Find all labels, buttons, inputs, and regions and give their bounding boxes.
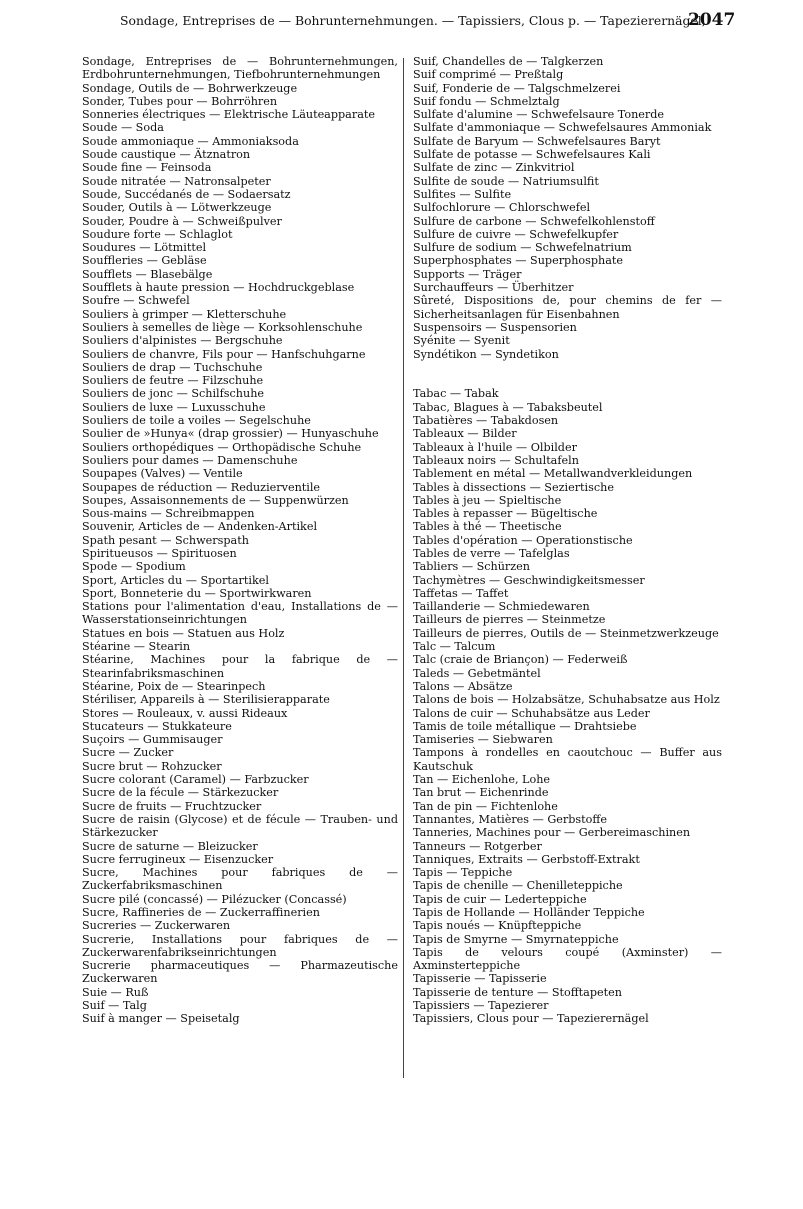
- index-entry: Sucre de saturne — Bleizucker: [82, 839, 258, 853]
- index-entry: Tailleurs de pierres, Outils de — Steinmetzwerkzeuge: [413, 626, 719, 640]
- index-entry: Spiritueusos — Spirituosen: [82, 546, 237, 560]
- index-entry: Sucre de fruits — Fruchtzucker: [82, 799, 262, 813]
- index-entry: Soufflets — Blasebälge: [82, 267, 213, 281]
- index-entry: Syénite — Syenit: [413, 334, 510, 348]
- index-entry: Tableaux — Bilder: [413, 427, 517, 441]
- index-entry: Sulfochlorure — Chlorschwefel: [413, 201, 591, 215]
- index-entry: Tapissiers, Clous pour — Tapezierernägel: [413, 1012, 649, 1026]
- index-entry: Sucre, Raffineries de — Zuckerraffinerien: [82, 906, 320, 919]
- index-entry: Tapis de chenille — Chenilleteppiche: [413, 879, 623, 893]
- section-gap: [408, 374, 722, 387]
- index-entry: Suçoirs — Gummisauger: [82, 733, 223, 747]
- section-gap: [408, 361, 722, 374]
- index-entry: Soude, Succédanés de — Sodaersatz: [82, 187, 291, 201]
- index-entry: Sulfate de zinc — Zinkvitriol: [413, 161, 575, 175]
- index-entry: Taffetas — Taffet: [413, 586, 509, 600]
- running-title: Sondage, Entreprises de — Bohrunternehmungen. — Tapissiers, Clous p. — Tapezierernägel,: [120, 13, 706, 28]
- index-entry: Tanneurs — Rotgerber: [413, 839, 542, 853]
- index-entry: Stucateurs — Stukkateure: [82, 719, 232, 733]
- index-entry: Soudures — Lötmittel: [82, 241, 207, 255]
- index-entry: Sucre colorant (Caramel) — Farbzucker: [82, 773, 309, 787]
- index-entry: Tapissiers — Tapezierer: [413, 999, 549, 1013]
- index-entry: Souliers pour dames — Damenschuhe: [82, 453, 298, 467]
- index-entry: Taillanderie — Schmiedewaren: [413, 600, 590, 614]
- column-divider: [403, 58, 404, 1078]
- index-entry: Statues en bois — Statuen aus Holz: [82, 626, 285, 640]
- index-entry: Sulfate d'alumine — Schwefelsaure Tonerde: [413, 108, 665, 122]
- index-entry: Suif à manger — Speisetalg: [82, 1012, 240, 1026]
- index-entry: Stéarine — Stearin: [82, 640, 191, 654]
- index-entry: Souvenir, Articles de — Andenken-Artikel: [82, 520, 318, 534]
- left-column: [82, 55, 398, 1026]
- index-entry: Sucrerie, Installations pour fabriques de — Zuckerwarenfabrikseinrichtungen: [82, 932, 398, 959]
- index-entry: Souliers d'alpinistes — Bergschuhe: [82, 334, 283, 348]
- index-entry: Tapis de Hollande — Holländer Teppiche: [413, 906, 645, 919]
- index-entry: Souliers de chanvre, Fils pour — Hanfschuhgarne: [82, 347, 366, 361]
- index-entry: Tables à thé — Theetische: [413, 520, 562, 534]
- index-entry: Suif, Chandelles de — Talgkerzen: [413, 55, 604, 68]
- index-entry: Taleds — Gebetmäntel: [413, 666, 541, 680]
- index-entry: Sucre pilé (concassé) — Pilézucker (Concassé): [82, 892, 347, 906]
- index-entry: Tableaux noirs — Schultafeln: [413, 453, 579, 467]
- index-entry: Tables à jeu — Spieltische: [413, 493, 562, 507]
- index-entry: Tampons à rondelles en caoutchouc — Buffer aus Kautschuk: [413, 746, 722, 773]
- index-entry: Sucreries — Zuckerwaren: [82, 919, 231, 933]
- index-entry: Tan de pin — Fichtenlohe: [413, 799, 558, 813]
- index-entry: Tachymètres — Geschwindigkeitsmesser: [413, 573, 645, 587]
- index-entry: Souder, Outils à — Lötwerkzeuge: [82, 201, 272, 215]
- index-entry: Souliers de drap — Tuchschuhe: [82, 360, 263, 374]
- index-entry: Sonneries électriques — Elektrische Läuteapparate: [82, 108, 375, 122]
- index-entry: Soude caustique — Ätznatron: [82, 148, 251, 162]
- index-entry: Sucre ferrugineux — Eisenzucker: [82, 852, 274, 866]
- index-entry: Soude ammoniaque — Ammoniaksoda: [82, 134, 299, 148]
- index-entry: Sport, Articles du — Sportartikel: [82, 573, 269, 587]
- index-entry: Soudure forte — Schlaglot: [82, 227, 233, 241]
- index-entry: Tables à repasser — Bügeltische: [413, 507, 598, 521]
- index-entry: Souliers de jonc — Schilfschuhe: [82, 387, 265, 401]
- index-entry: Tables de verre — Tafelglas: [413, 546, 570, 560]
- index-entry: Tamis de toile métallique — Drahtsiebe: [413, 719, 637, 733]
- index-entry: Soude nitratée — Natronsalpeter: [82, 174, 271, 188]
- index-entry: Suif comprimé — Preßtalg: [413, 68, 564, 82]
- index-entry: Sucre de raisin (Glycose) et de fécule — Trauben- und Stärkezucker: [82, 812, 398, 840]
- index-entry: Tabliers — Schürzen: [413, 560, 530, 574]
- index-entry: Suspensoirs — Suspensorien: [413, 320, 577, 334]
- index-entry: Sulfure de sodium — Schwefelnatrium: [413, 241, 632, 255]
- index-entry: Tapisserie — Tapisserie: [413, 972, 547, 986]
- index-entry: Talc (craie de Briançon) — Federweiß: [413, 653, 628, 667]
- index-entry: Sondage, Entreprises de — Bohrunternehmungen, Erdbohrunternehmungen, Tiefbohrunternehmungen: [82, 55, 398, 82]
- page-number: 2047: [688, 10, 736, 30]
- index-entry: Tapis — Teppiche: [413, 866, 513, 880]
- index-entry: Souliers de feutre — Filzschuhe: [82, 374, 264, 388]
- index-entry: Tables d'opération — Operationstische: [413, 533, 633, 547]
- index-entry: Sucre de la fécule — Stärkezucker: [82, 786, 279, 800]
- index-entry: Tannantes, Matières — Gerbstoffe: [413, 812, 607, 826]
- index-entry: Soupapes de réduction — Reduzierventile: [82, 480, 321, 494]
- index-entry: Tan brut — Eichenrinde: [413, 786, 549, 800]
- index-entry: Spath pesant — Schwerspath: [82, 533, 249, 547]
- index-entry: Stéarine, Machines pour la fabrique de — Stearinfabriksmaschinen: [82, 653, 398, 680]
- index-entry: Sulfure de carbone — Schwefelkohlenstoff: [413, 214, 655, 228]
- index-entry: Tapis noués — Knüpfteppiche: [413, 919, 582, 933]
- index-entry: Soude fine — Feinsoda: [82, 161, 212, 175]
- index-entry: Souliers à semelles de liège — Korksohlenschuhe: [82, 320, 363, 334]
- index-entry: Stores — Rouleaux, v. aussi Rideaux: [82, 706, 288, 720]
- index-entry: Talc — Talcum: [413, 640, 496, 654]
- index-entry: Tamiseries — Siebwaren: [413, 733, 553, 747]
- index-entry: Talons de cuir — Schuhabsätze aus Leder: [413, 706, 650, 720]
- index-entry: Talons de bois — Holzabsätze, Schuhabsatze aus Holz: [413, 693, 720, 707]
- index-entry: Souder, Poudre à — Schweißpulver: [82, 214, 282, 228]
- index-entry: Soupapes (Valves) — Ventile: [82, 467, 243, 481]
- index-entry: Tan — Eichenlohe, Lohe: [413, 773, 551, 787]
- right-column: [408, 55, 722, 1026]
- index-entry: Tapis de velours coupé (Axminster) — Axminsterteppiche: [413, 945, 722, 973]
- index-entry: Souliers à grimper — Kletterschuhe: [82, 307, 287, 321]
- index-entry: Supports — Träger: [413, 267, 522, 281]
- index-entry: Sûreté, Dispositions de, pour chemins de fer — Sicherheitsanlagen für Eisenbahnen: [413, 294, 722, 321]
- index-entry: Sonder, Tubes pour — Bohrröhren: [82, 94, 278, 108]
- index-entry: Tabatières — Tabakdosen: [413, 414, 559, 428]
- index-entry: Souliers de toile a voiles — Segelschuhe: [82, 414, 311, 428]
- index-entry: Sulfite de soude — Natriumsulfit: [413, 174, 599, 188]
- index-entry: Syndétikon — Syndetikon: [413, 347, 559, 361]
- index-entry: Talons — Absätze: [413, 679, 513, 693]
- index-entry: Sucre — Zucker: [82, 746, 174, 760]
- index-entry: Sous-mains — Schreibmappen: [82, 507, 255, 521]
- index-entry: Sucrerie pharmaceutiques — Pharmazeutische Zuckerwaren: [82, 959, 398, 986]
- index-entry: Tailleurs de pierres — Steinmetze: [413, 613, 606, 627]
- index-entry: Souffleries — Gebläse: [82, 254, 207, 268]
- index-entry: Sulfate d'ammoniaque — Schwefelsaures Ammoniak: [413, 121, 712, 135]
- index-entry: Sucre, Machines pour fabriques de — Zuckerfabriksmaschinen: [82, 866, 398, 893]
- index-entry: Souliers de luxe — Luxusschuhe: [82, 400, 266, 414]
- index-entry: Tabac — Tabak: [413, 387, 499, 401]
- index-entry: Sucre brut — Rohzucker: [82, 759, 222, 773]
- index-entry: Stéarine, Poix de — Stearinpech: [82, 679, 266, 693]
- index-entry: Sulfure de cuivre — Schwefelkupfer: [413, 227, 619, 241]
- index-entry: Suif — Talg: [82, 999, 147, 1013]
- index-entry: Tableaux à l'huile — Olbilder: [413, 440, 577, 454]
- index-entry: Sondage, Outils de — Bohrwerkzeuge: [82, 81, 298, 95]
- index-entry: Sport, Bonneterie du — Sportwirkwaren: [82, 586, 312, 600]
- index-entry: Tabac, Blagues à — Tabaksbeutel: [413, 400, 603, 414]
- index-entry: Soude — Soda: [82, 121, 164, 135]
- index-entry: Suif, Fonderie de — Talgschmelzerei: [413, 81, 621, 95]
- index-entry: Stériliser, Appareils à — Sterilisierapparate: [82, 693, 330, 707]
- index-entry: Superphosphates — Superphosphate: [413, 254, 624, 268]
- index-entry: Soufflets à haute pression — Hochdruckgeblase: [82, 281, 355, 295]
- index-entry: Tanneries, Machines pour — Gerbereimaschinen: [413, 826, 691, 840]
- index-entry: Tanniques, Extraits — Gerbstoff-Extrakt: [413, 852, 640, 866]
- index-entry: Spode — Spodium: [82, 560, 186, 574]
- index-entry: Sulfate de potasse — Schwefelsaures Kali: [413, 148, 651, 162]
- index-entry: Surchauffeurs — Überhitzer: [413, 281, 574, 295]
- index-entry: Tapis de Smyrne — Smyrnateppiche: [413, 932, 619, 946]
- index-entry: Sulfites — Sulfite: [413, 187, 512, 201]
- index-entry: Soupes, Assaisonnements de — Suppenwürzen: [82, 493, 349, 507]
- index-entry: Soufre — Schwefel: [82, 294, 190, 308]
- index-entry: Souliers orthopédiques — Orthopädische Schuhe: [82, 440, 362, 454]
- index-entry: Suie — Ruß: [82, 985, 149, 999]
- index-entry: Tapisserie de tenture — Stofftapeten: [413, 985, 622, 999]
- index-entry: Stations pour l'alimentation d'eau, Installations de — Wasserstationseinrichtungen: [82, 600, 398, 627]
- index-entry: Soulier de »Hunya« (drap grossier) — Hunyaschuhe: [82, 427, 379, 441]
- index-entry: Sulfate de Baryum — Schwefelsaures Baryt: [413, 134, 661, 148]
- index-entry: Tapis de cuir — Lederteppiche: [413, 892, 587, 906]
- index-entry: Tables à dissections — Seziertische: [413, 480, 614, 494]
- index-entry: Suif fondu — Schmelztalg: [413, 94, 560, 108]
- index-entry: Tablement en métal — Metallwandverkleidungen: [413, 467, 693, 481]
